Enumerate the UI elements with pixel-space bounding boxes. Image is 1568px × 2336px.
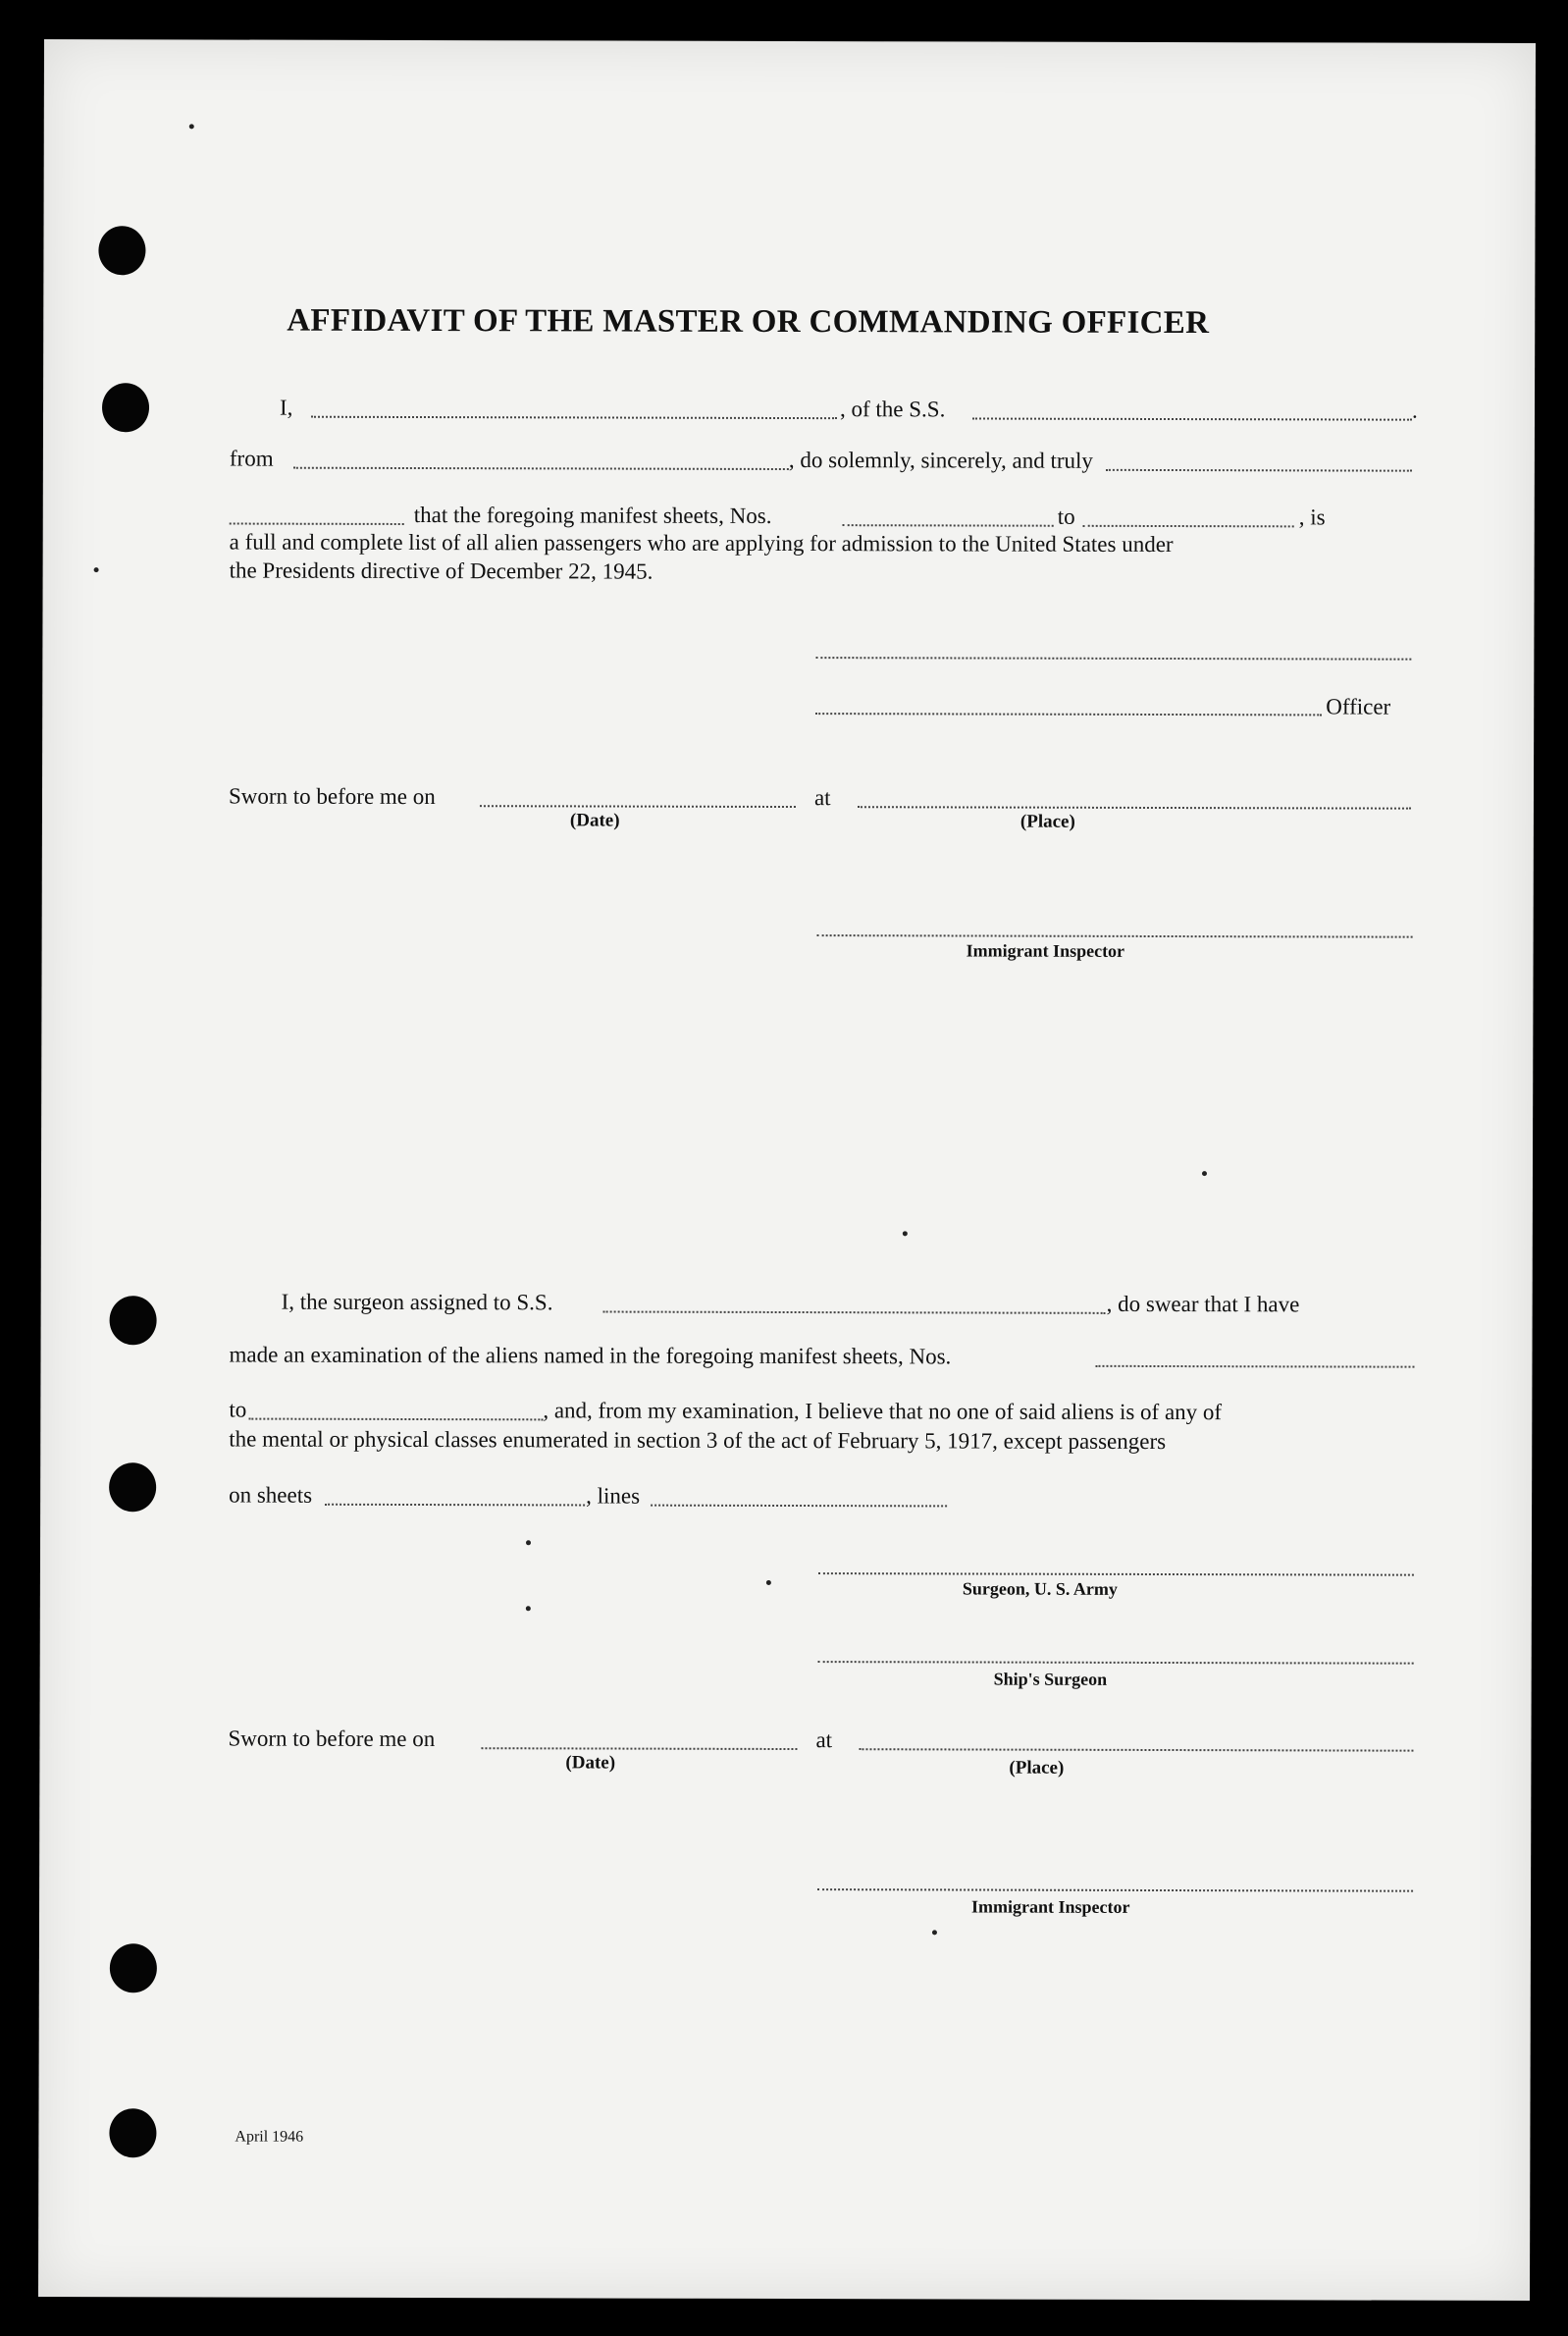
master-name-field[interactable] <box>311 416 837 419</box>
at-label: at <box>813 785 831 811</box>
to-label: to <box>1057 504 1075 529</box>
of-ss-label: , of the S.S. <box>839 397 946 422</box>
swear-text: , do swear that I have <box>1106 1291 1300 1317</box>
dust-speck <box>189 124 194 129</box>
dust-speck <box>766 1580 771 1585</box>
surgeon-ship-field[interactable] <box>603 1311 1106 1314</box>
is-label: , is <box>1298 504 1326 530</box>
from-label: from <box>229 446 274 471</box>
punch-hole <box>109 2108 156 2157</box>
dust-speck <box>932 1930 937 1935</box>
sworn-place-field[interactable] <box>858 806 1411 809</box>
officer-label: Officer <box>1326 694 1391 719</box>
sheets-from-field[interactable] <box>843 524 1054 527</box>
form-page <box>38 39 1536 2301</box>
sworn-label-2: Sworn to before me on <box>228 1725 436 1752</box>
dust-speck <box>94 567 99 572</box>
inspector-caption: Immigrant Inspector <box>966 940 1125 961</box>
dust-speck <box>526 1540 531 1545</box>
sheets-to-field[interactable] <box>1083 525 1294 528</box>
classes-text: the mental or physical classes enumerated in section 3 of the act of February 5, 1917, except passengers <box>229 1426 1167 1455</box>
dust-speck <box>1202 1171 1207 1176</box>
directive-text: the Presidents directive of December 22, 1945. <box>229 557 653 584</box>
examination-text: made an examination of the aliens named in the foregoing manifest sheets, Nos. <box>229 1342 952 1369</box>
sworn-date-field-2[interactable] <box>481 1747 797 1750</box>
intro-i: I, <box>279 395 293 420</box>
exception-lines-field[interactable] <box>651 1505 947 1508</box>
sworn-label: Sworn to before me on <box>228 783 436 810</box>
at-label-2: at <box>815 1727 833 1753</box>
belief-text: , and, from my examination, I believe that no one of said aliens is of any of <box>543 1398 1223 1425</box>
oath-word-field[interactable] <box>1106 469 1412 472</box>
punch-hole <box>98 226 145 275</box>
inspector-signature[interactable] <box>817 934 1413 938</box>
place-caption: (Place) <box>1019 811 1075 832</box>
exam-sheets-from-field[interactable] <box>1095 1365 1414 1368</box>
exception-sheets-field[interactable] <box>325 1504 585 1507</box>
sworn-place-field-2[interactable] <box>859 1748 1413 1751</box>
lines-label: , lines <box>586 1483 641 1509</box>
punch-hole <box>110 1296 157 1345</box>
ships-surgeon-signature[interactable] <box>818 1661 1414 1665</box>
inspector-signature-2[interactable] <box>817 1888 1413 1892</box>
punch-hole <box>109 1462 156 1512</box>
dust-speck <box>903 1231 908 1236</box>
punch-hole <box>102 383 149 432</box>
ship-name-field[interactable] <box>972 417 1412 420</box>
form-date-footer: April 1946 <box>235 2128 304 2146</box>
exam-sheets-to-field[interactable] <box>248 1418 543 1421</box>
army-surgeon-caption: Surgeon, U. S. Army <box>962 1578 1118 1599</box>
dust-speck <box>526 1606 531 1611</box>
punch-hole <box>110 1943 157 1992</box>
ships-surgeon-caption: Ship's Surgeon <box>993 1669 1108 1689</box>
full-list-text: a full and complete list of all alien passengers who are applying for admission to the United States under <box>229 529 1174 557</box>
sworn-date-field[interactable] <box>480 805 796 808</box>
form-title: AFFIDAVIT OF THE MASTER OR COMMANDING OFFICER <box>287 302 1210 342</box>
line-end-period: . <box>1411 398 1418 423</box>
date-caption: (Date) <box>569 810 620 831</box>
officer-signature-2[interactable] <box>815 713 1322 716</box>
officer-signature-1[interactable] <box>815 657 1411 661</box>
date-caption-2: (Date) <box>565 1752 616 1774</box>
inspector-caption-2: Immigrant Inspector <box>971 1896 1130 1917</box>
solemnly-text: , do solemnly, sincerely, and truly <box>788 448 1093 473</box>
to-label-2: to <box>229 1397 247 1422</box>
from-port-field[interactable] <box>293 467 789 470</box>
army-surgeon-signature[interactable] <box>818 1572 1414 1576</box>
surgeon-intro: I, the surgeon assigned to S.S. <box>281 1289 553 1315</box>
sheets-label: on sheets <box>229 1482 313 1508</box>
manifest-sheets-text: that the foregoing manifest sheets, Nos. <box>413 503 772 528</box>
oath-word-field-2[interactable] <box>230 523 404 525</box>
place-caption-2: (Place) <box>1009 1757 1065 1779</box>
